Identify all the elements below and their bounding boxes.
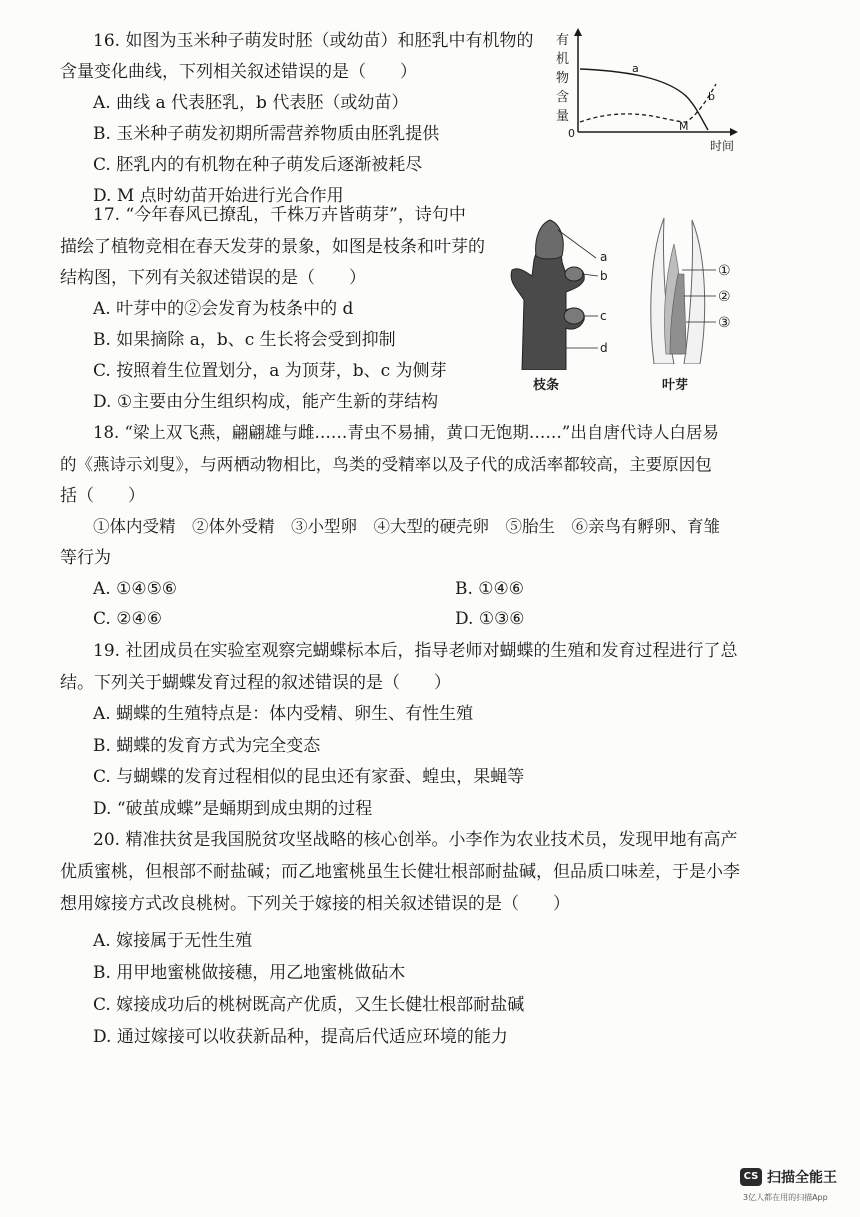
y-axis-arrow xyxy=(574,28,582,36)
branch-illustration xyxy=(500,210,630,370)
bud-outer-scale-right xyxy=(684,220,705,364)
camscanner-name: 扫描全能王 xyxy=(767,1170,837,1186)
label-1: ① xyxy=(718,263,731,279)
q20-option-a: A. 嫁接属于无性生殖 xyxy=(93,931,253,951)
y-label-char-3: 物 xyxy=(556,71,570,86)
q17-stem-line-2: 描绘了植物竞相在春天发芽的景象，如图是枝条和叶芽的 xyxy=(60,237,485,257)
q17-stem-line-3: 结构图，下列有关叙述错误的是（ ） xyxy=(60,268,366,288)
q18-stem-line-2: 的《燕诗示刘叟》，与两栖动物相比，鸟类的受精率以及子代的成活率都较高，主要原因包 xyxy=(60,455,712,474)
q19-stem-line-2: 结。下列关于蝴蝶发育过程的叙述错误的是（ ） xyxy=(60,673,451,693)
curve-b-label: b xyxy=(708,90,715,103)
lateral-bud-upper xyxy=(565,267,583,281)
q20-stem-line-3: 想用嫁接方式改良桃树。下列关于嫁接的相关叙述错误的是（ ） xyxy=(60,894,570,914)
q19-stem-line-1: 19. 社团成员在实验室观察完蝴蝶标本后，指导老师对蝴蝶的生殖和发育过程进行了总 xyxy=(93,641,738,661)
q19-option-b: B. 蝴蝶的发育方式为完全变态 xyxy=(93,736,321,756)
point-m-label: M xyxy=(679,120,689,133)
q19-option-c: C. 与蝴蝶的发育过程相似的昆虫还有家蚕、蝗虫，果蝇等 xyxy=(93,767,525,787)
lateral-bud-lower xyxy=(564,308,584,324)
camscanner-watermark xyxy=(740,1166,850,1210)
branch-caption: 枝条 xyxy=(533,378,560,393)
label-c: c xyxy=(600,309,607,323)
q18-stem-line-1: 18. “梁上双飞燕，翩翩雄与雌……青虫不易捕，黄口无饱期……”出自唐代诗人白居易 xyxy=(93,423,719,442)
q20-option-c: C. 嫁接成功后的桃树既高产优质，又生长健壮根部耐盐碱 xyxy=(93,995,525,1015)
y-label-char-5: 量 xyxy=(556,109,570,124)
q17-option-d: D. ①主要由分生组织构成，能产生新的芽结构 xyxy=(93,392,439,412)
q16-stem-line-1: 16. 如图为玉米种子萌发时胚（或幼苗）和胚乳中有机物的 xyxy=(93,31,534,51)
q18-option-c: C. ②④⑥ xyxy=(93,609,162,629)
camscanner-logo-icon: CS xyxy=(740,1168,762,1186)
q17-option-b: B. 如果摘除 a，b、c 生长将会受到抑制 xyxy=(93,330,396,350)
q16-option-b: B. 玉米种子萌发初期所需营养物质由胚乳提供 xyxy=(93,124,440,144)
curve-a xyxy=(580,69,708,130)
q17-option-c: C. 按照着生位置划分，a 为顶芽，b、c 为侧芽 xyxy=(93,361,447,381)
q20-option-d: D. 通过嫁接可以收获新品种，提高后代适应环境的能力 xyxy=(93,1027,508,1047)
y-label-char-2: 机 xyxy=(556,52,570,67)
label-2: ② xyxy=(718,289,731,305)
q18-items-line-1: ①体内受精 ②体外受精 ③小型卵 ④大型的硬壳卵 ⑤胎生 ⑥亲鸟有孵卵、育雏 xyxy=(93,517,720,536)
label-b: b xyxy=(600,269,608,283)
q17-stem-line-1: 17. “今年春风已撩乱，千株万卉皆萌芽”，诗句中 xyxy=(93,205,466,225)
x-axis-arrow xyxy=(730,128,738,136)
q16-organic-content-chart xyxy=(548,26,748,156)
q18-option-d: D. ①③⑥ xyxy=(455,609,525,629)
label-3: ③ xyxy=(718,315,731,331)
camscanner-tagline: 3亿人都在用的扫描App xyxy=(743,1193,828,1202)
q18-option-b: B. ①④⑥ xyxy=(455,579,525,599)
q18-items-line-2: 等行为 xyxy=(60,548,111,568)
q19-option-a: A. 蝴蝶的生殖特点是：体内受精、卵生、有性生殖 xyxy=(93,704,474,724)
q16-option-a: A. 曲线 a 代表胚乳，b 代表胚（或幼苗） xyxy=(93,93,409,113)
q20-option-b: B. 用甲地蜜桃做接穗，用乙地蜜桃做砧木 xyxy=(93,963,406,983)
q18-stem-line-3: 括（ ） xyxy=(60,486,145,506)
q18-option-a: A. ①④⑤⑥ xyxy=(93,579,178,599)
leaf-bud-caption: 叶芽 xyxy=(662,378,689,393)
q16-stem-line-2: 含量变化曲线，下列相关叙述错误的是（ ） xyxy=(60,62,417,82)
terminal-bud xyxy=(536,220,564,259)
origin-label: 0 xyxy=(568,127,575,140)
y-label-char-1: 有 xyxy=(556,33,570,48)
curve-b xyxy=(580,84,716,122)
q20-stem-line-2: 优质蜜桃，但根部不耐盐碱；而乙地蜜桃虽生长健壮根部耐盐碱，但品质口味差，于是小李 xyxy=(60,862,740,882)
q17-option-a: A. 叶芽中的②会发育为枝条中的 d xyxy=(93,299,354,319)
q16-option-d: D. M 点时幼苗开始进行光合作用 xyxy=(93,186,344,206)
label-a: a xyxy=(600,250,608,264)
y-label-char-4: 含 xyxy=(556,90,570,105)
x-axis-label: 时间 xyxy=(710,139,735,153)
q16-option-c: C. 胚乳内的有机物在种子萌发后逐渐被耗尽 xyxy=(93,155,423,175)
q19-option-d: D. “破茧成蝶”是蛹期到成虫期的过程 xyxy=(93,799,373,819)
q20-stem-line-1: 20. 精准扶贫是我国脱贫攻坚战略的核心创举。小李作为农业技术员，发现甲地有高产 xyxy=(93,830,738,850)
leaf-bud-illustration xyxy=(640,214,760,364)
curve-a-label: a xyxy=(632,62,639,75)
label-d: d xyxy=(600,341,608,355)
